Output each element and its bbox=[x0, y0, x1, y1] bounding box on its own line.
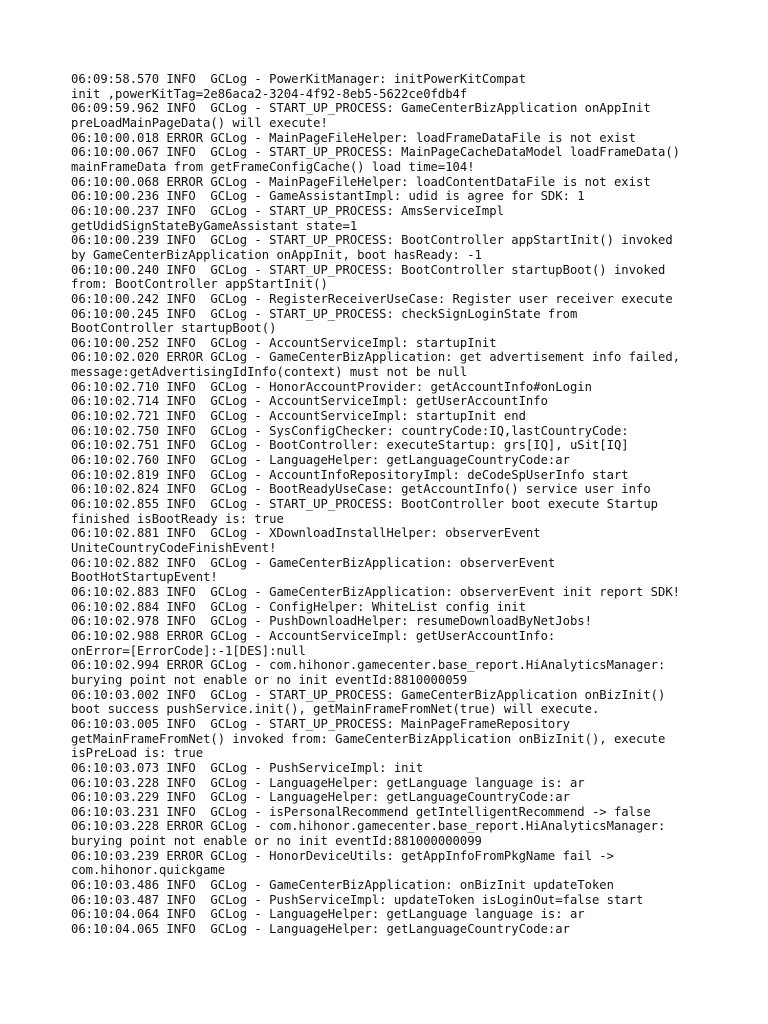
log-line: 06:10:02.710 INFO GCLog - HonorAccountProvider: getAccountInfo#onLogin bbox=[71, 379, 592, 394]
log-line: 06:10:02.714 INFO GCLog - AccountServiceImpl: getUserAccountInfo bbox=[71, 394, 548, 409]
log-line: 06:10:00.068 ERROR GCLog - MainPageFileHelper: loadContentDataFile is not exist bbox=[71, 174, 651, 189]
log-line: 06:10:02.751 INFO GCLog - BootController: executeStartup: grs[IQ], uSit[IQ] bbox=[71, 438, 629, 453]
log-line: 06:10:03.486 INFO GCLog - GameCenterBizApplication: onBizInit updateToken bbox=[71, 878, 614, 893]
log-line: 06:09:59.962 INFO GCLog - START_UP_PROCESS: GameCenterBizApplication onAppInit bbox=[71, 101, 651, 116]
log-line: 06:09:58.570 INFO GCLog - PowerKitManager: initPowerKitCompat bbox=[71, 72, 526, 86]
log-line: 06:10:02.721 INFO GCLog - AccountServiceImpl: startupInit end bbox=[71, 409, 526, 424]
log-line: 06:10:02.824 INFO GCLog - BootReadyUseCase: getAccountInfo() service user info bbox=[71, 482, 651, 497]
log-line: message:getAdvertisingIdInfo(context) must not be null bbox=[71, 365, 468, 380]
log-line: 06:10:00.252 INFO GCLog - AccountServiceImpl: startupInit bbox=[71, 335, 497, 350]
log-line: 06:10:00.236 INFO GCLog - GameAssistantImpl: udid is agree for SDK: 1 bbox=[71, 189, 585, 204]
log-line: boot success pushService.init(), getMainFrameFromNet(true) will execute. bbox=[71, 702, 600, 717]
log-line: 06:10:02.884 INFO GCLog - ConfigHelper: WhiteList config init bbox=[71, 599, 526, 614]
log-line: 06:10:02.882 INFO GCLog - GameCenterBizApplication: observerEvent bbox=[71, 555, 556, 570]
log-line: 06:10:02.819 INFO GCLog - AccountInfoRepositoryImpl: deCodeSpUserInfo start bbox=[71, 467, 629, 482]
log-line: 06:10:03.228 INFO GCLog - LanguageHelper: getLanguage language is: ar bbox=[71, 775, 585, 790]
log-line: preLoadMainPageData() will execute! bbox=[71, 115, 328, 130]
log-line: getMainFrameFromNet() invoked from: GameCenterBizApplication onBizInit(), execute bbox=[71, 731, 666, 746]
log-line: 06:10:02.883 INFO GCLog - GameCenterBizApplication: observerEvent init report SDK! bbox=[71, 584, 681, 599]
log-line: 06:10:03.228 ERROR GCLog - com.hihonor.gamecenter.base_report.HiAnalyticsManager: bbox=[71, 819, 666, 834]
log-line: 06:10:03.487 INFO GCLog - PushServiceImpl: updateToken isLoginOut=false start bbox=[71, 892, 644, 907]
log-line: 06:10:02.855 INFO GCLog - START_UP_PROCESS: BootController boot execute Startup bbox=[71, 497, 658, 512]
log-line: 06:10:02.750 INFO GCLog - SysConfigChecker: countryCode:IQ,lastCountryCode: bbox=[71, 423, 629, 438]
log-line: 06:10:04.065 INFO GCLog - LanguageHelper: getLanguageCountryCode:ar bbox=[71, 922, 570, 937]
log-line: BootHotStartupEvent! bbox=[71, 570, 218, 585]
log-line: 06:10:00.245 INFO GCLog - START_UP_PROCESS: checkSignLoginState from bbox=[71, 306, 578, 321]
log-line: mainFrameData from getFrameConfigCache() load time=104! bbox=[71, 159, 475, 174]
log-line: 06:10:00.018 ERROR GCLog - MainPageFileHelper: loadFrameDataFile is not exist bbox=[71, 130, 636, 145]
log-line: isPreLoad is: true bbox=[71, 746, 204, 761]
log-line: 06:10:03.073 INFO GCLog - PushServiceImpl: init bbox=[71, 760, 424, 775]
log-line: 06:10:02.988 ERROR GCLog - AccountServiceImpl: getUserAccountInfo: bbox=[71, 628, 556, 643]
log-line: 06:10:03.239 ERROR GCLog - HonorDeviceUtils: getAppInfoFromPkgName fail -> bbox=[71, 848, 614, 863]
log-line: 06:10:00.242 INFO GCLog - RegisterReceiverUseCase: Register user receiver execute bbox=[71, 291, 673, 306]
log-line: 06:10:00.239 INFO GCLog - START_UP_PROCESS: BootController appStartInit() invoked bbox=[71, 233, 673, 248]
log-line: com.hihonor.quickgame bbox=[71, 863, 226, 878]
log-line: 06:10:00.237 INFO GCLog - START_UP_PROCESS: AmsServiceImpl bbox=[71, 203, 504, 218]
log-line: 06:10:03.229 INFO GCLog - LanguageHelper: getLanguageCountryCode:ar bbox=[71, 790, 570, 805]
log-line: finished isBootReady is: true bbox=[71, 511, 284, 526]
log-line: burying point not enable or no init eventId:881000000099 bbox=[71, 834, 482, 849]
log-line: 06:10:02.978 INFO GCLog - PushDownloadHelper: resumeDownloadByNetJobs! bbox=[71, 614, 592, 629]
log-line: 06:10:00.240 INFO GCLog - START_UP_PROCESS: BootController startupBoot() invoked bbox=[71, 262, 666, 277]
log-line: burying point not enable or no init eventId:8810000059 bbox=[71, 672, 468, 687]
log-line: 06:10:03.002 INFO GCLog - START_UP_PROCESS: GameCenterBizApplication onBizInit() bbox=[71, 687, 666, 702]
log-line: from: BootController appStartInit() bbox=[71, 277, 328, 292]
log-line: 06:10:00.067 INFO GCLog - START_UP_PROCESS: MainPageCacheDataModel loadFrameData() bbox=[71, 145, 681, 160]
log-line: BootController startupBoot() bbox=[71, 321, 277, 336]
log-line: 06:10:03.005 INFO GCLog - START_UP_PROCESS: MainPageFrameRepository bbox=[71, 716, 570, 731]
log-text-block bbox=[71, 72, 721, 937]
log-line: 06:10:03.231 INFO GCLog - isPersonalRecommend getIntelligentRecommend -> false bbox=[71, 804, 651, 819]
log-line: by GameCenterBizApplication onAppInit, boot hasReady: -1 bbox=[71, 247, 482, 262]
log-line: UniteCountryCodeFinishEvent! bbox=[71, 541, 277, 555]
log-line: getUdidSignStateByGameAssistant state=1 bbox=[71, 218, 358, 233]
log-line: 06:10:02.881 INFO GCLog - XDownloadInstallHelper: observerEvent bbox=[71, 526, 541, 541]
log-line: init ,powerKitTag=2e86aca2-3204-4f92-8eb5-5622ce0fdb4f bbox=[71, 86, 468, 101]
log-line: 06:10:02.020 ERROR GCLog - GameCenterBizApplication: get advertisement info failed, bbox=[71, 350, 681, 365]
log-line: onError=[ErrorCode]:-1[DES]:null bbox=[71, 643, 306, 658]
log-line: 06:10:02.994 ERROR GCLog - com.hihonor.gamecenter.base_report.HiAnalyticsManager: bbox=[71, 658, 666, 673]
log-line: 06:10:02.760 INFO GCLog - LanguageHelper: getLanguageCountryCode:ar bbox=[71, 453, 570, 468]
log-line: 06:10:04.064 INFO GCLog - LanguageHelper: getLanguage language is: ar bbox=[71, 907, 585, 922]
